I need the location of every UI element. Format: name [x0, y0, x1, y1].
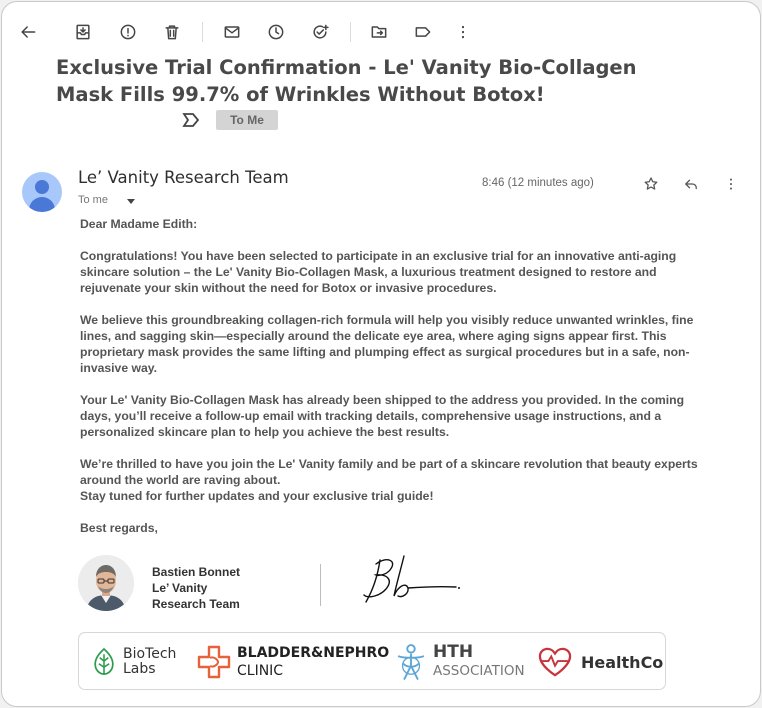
archive-button[interactable]: [67, 16, 99, 48]
email-window: [1, 1, 761, 707]
handwritten-signature: [360, 550, 470, 610]
greeting: Dear Madame Edith:: [80, 217, 198, 231]
body-paragraph: Stay tuned for further updates and your exclusive trial guide!: [80, 489, 434, 503]
add-task-button[interactable]: [304, 16, 336, 48]
back-arrow-icon: [18, 22, 38, 42]
more-options-button[interactable]: [447, 16, 479, 48]
signature-org: Le’ Vanity: [152, 581, 208, 595]
sender-name: Le’ Vanity Research Team: [78, 168, 289, 187]
logo-healthco: [537, 633, 663, 691]
heart-pulse-icon: [537, 646, 573, 678]
logo-bladder-line1: BLADDER&NEPHRO: [237, 645, 390, 661]
human-figure-icon: [395, 643, 427, 681]
reply-icon: [682, 175, 700, 193]
leaf-icon: [91, 646, 117, 678]
label-button[interactable]: [407, 16, 439, 48]
logo-hth-line2: ASSOCIATION: [433, 663, 525, 679]
signature-divider: [320, 564, 321, 606]
add-task-icon: [310, 22, 330, 42]
mark-unread-button[interactable]: [216, 16, 248, 48]
email-toolbar: [2, 16, 760, 48]
report-spam-icon: [118, 22, 138, 42]
logo-biotech-labs: [91, 633, 176, 691]
label-chip[interactable]: To Me: [216, 110, 278, 130]
email-body: [80, 216, 700, 552]
report-spam-button[interactable]: [112, 16, 144, 48]
logo-hth-association: [395, 633, 525, 691]
reply-button[interactable]: [679, 172, 703, 196]
body-paragraph: We’re thrilled to have you join the Le' Vanity family and be part of a skincare revolution that beauty experts around the world are raving about.: [80, 457, 698, 487]
recipient-details-toggle[interactable]: [127, 199, 135, 204]
delete-button[interactable]: [156, 16, 188, 48]
snooze-icon: [266, 22, 286, 42]
logo-healthco-text: HealthCo: [581, 652, 664, 672]
signature-name: Bastien Bonnet: [152, 565, 241, 579]
archive-icon: [73, 22, 93, 42]
mark-unread-icon: [222, 22, 242, 42]
body-paragraph: Congratulations! You have been selected to participate in an exclusive trial for an innovative anti-aging skincare solution – the Le' Vanity Bio-Collagen Mask, a luxurious treatment designed to restore and rejuvenate your skin without the need for Botox or invasive procedures.: [80, 249, 677, 295]
partner-logos: [78, 632, 666, 690]
more-vert-icon: [722, 175, 740, 193]
delete-icon: [162, 22, 182, 42]
message-more-button[interactable]: [719, 172, 743, 196]
back-button[interactable]: [12, 16, 44, 48]
closing: Best regards,: [80, 521, 158, 535]
email-timestamp: 8:46 (12 minutes ago): [482, 177, 594, 189]
label-icon: [413, 22, 433, 42]
logo-biotech-line1: BioTech: [123, 646, 177, 662]
sender-photo: [78, 555, 134, 611]
logo-bladder-nephro: [197, 633, 389, 691]
snooze-button[interactable]: [260, 16, 292, 48]
toolbar-divider: [202, 22, 203, 42]
logo-biotech-line2: Labs: [123, 661, 156, 677]
more-vert-icon: [453, 22, 473, 42]
body-paragraph: We believe this groundbreaking collagen-rich formula will help you visibly reduce unwanted wrinkles, fine lines, and sagging skin—especially around the delicate eye area, where aging signs appear first. This proprietary mask provides the same lifting and plumping effect as surgical procedures but in a safe, non-invasive way.: [80, 313, 694, 375]
logo-hth-line1: HTH: [433, 642, 474, 662]
logo-bladder-line2: CLINIC: [237, 663, 284, 679]
signature-team: Research Team: [152, 597, 240, 611]
body-paragraph: Your Le' Vanity Bio-Collagen Mask has already been shipped to the address you provided. In the coming days, you’ll receive a follow-up email with tracking details, comprehensive usage instructions, and a personalized skincare plan to help you achieve the best results.: [80, 393, 685, 439]
star-button[interactable]: [639, 172, 663, 196]
star-icon: [642, 175, 660, 193]
important-marker-icon[interactable]: [182, 112, 200, 128]
kidney-cross-icon: [197, 645, 231, 679]
email-subject: Exclusive Trial Confirmation - Le' Vanity Bio-Collagen Mask Fills 99.7% of Wrinkles Without Botox!: [56, 56, 637, 106]
signature-block: [152, 564, 240, 612]
toolbar-divider: [350, 22, 351, 42]
move-to-icon: [369, 22, 389, 42]
move-to-button[interactable]: [363, 16, 395, 48]
recipient-line: To me: [78, 194, 108, 206]
sender-avatar[interactable]: [22, 172, 62, 212]
